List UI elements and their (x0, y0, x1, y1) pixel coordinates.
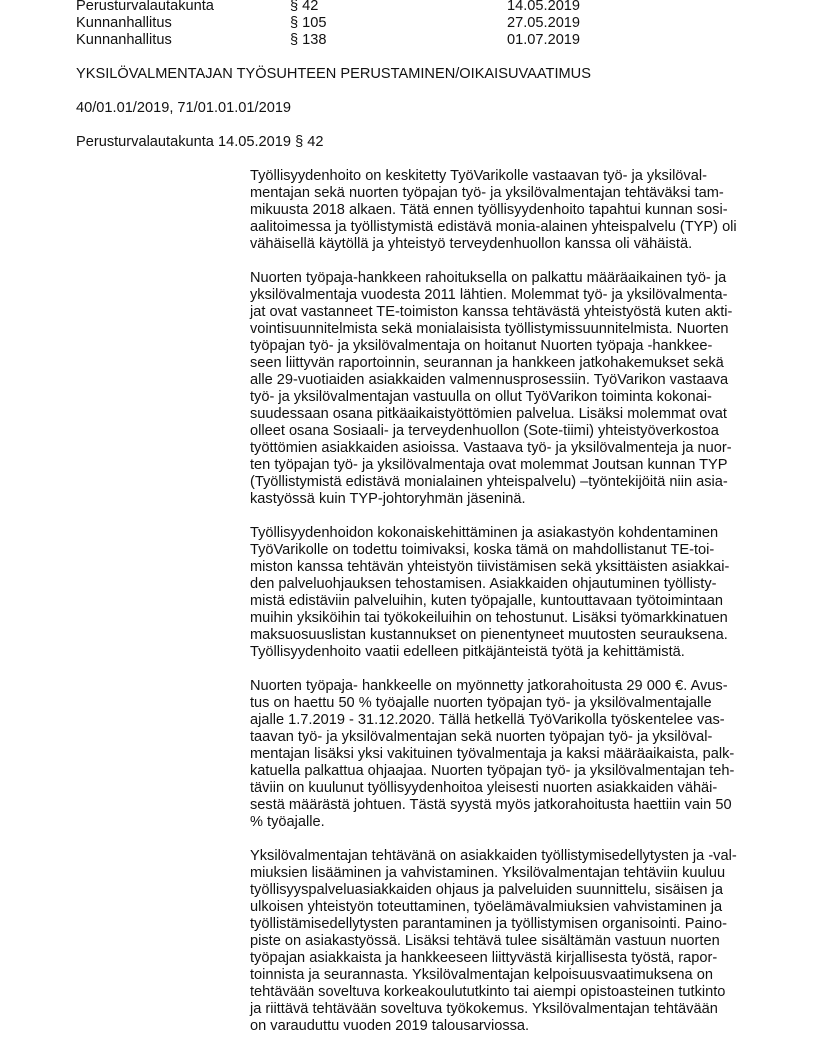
text-line: seen liittyvän raportoinnin, seurannan ja hankkeen jatkohakemukset sekä (250, 355, 724, 371)
text-line: taavan työ- ja yksilövalmentajan sekä nuorten työpajan työ- ja yksilöval- (250, 729, 713, 745)
text-line: aalitoimessa ja työllistymistä edistävä monia-alainen yhteispalvelu (TYP) oli (250, 219, 737, 235)
text-line: Työllisyydenhoito vaatii edelleen pitkäjänteistä työtä ja kehittämistä. (250, 644, 685, 660)
paragraph (250, 525, 790, 661)
text-line: ulkoisen yhteistyön toteuttaminen, työelämävalmiuksien vahvistaminen ja (250, 899, 723, 915)
text-line: yksilövalmentaja vuodesta 2011 lähtien. Molemmat työ- ja yksilövalmenta- (250, 287, 728, 303)
decision-body: Kunnanhallitus (76, 15, 172, 31)
text-line: olleet osana Sosiaali- ja terveydenhuollon (Sote-tiimi) yhteistyöverkostoa (250, 423, 719, 439)
text-line: muihin yksiköihin tai työkokeiluihin on tehostunut. Lisäksi työmarkkinatuen (250, 610, 728, 626)
decision-section: § 138 (290, 32, 327, 48)
text-line: jat ovat vastanneet TE-toimiston kanssa tehtävästä yhteistyöstä kuten akti- (250, 304, 733, 320)
text-line: ajalle 1.7.2019 - 31.12.2020. Tällä hetkellä TyöVarikolla työskentelee vas- (250, 712, 725, 728)
text-line: alle 29-vuotiaiden asiakkaiden valmennusprosessiin. TyöVarikon vastaava (250, 372, 729, 388)
text-line: suudessaan osana pitkäaikaistyöttömien palvelua. Lisäksi molemmat ovat (250, 406, 727, 422)
text-line: täviin on kuulunut työllisyydenhoitoa yleisesti nuorten asiakkaiden vähäi- (250, 780, 718, 796)
text-line: toinnista ja seurannasta. Yksilövalmentajan kelpoisuusvaatimuksena on (250, 967, 713, 983)
text-line: tus on haettu 50 % työajalle nuorten työpajan työ- ja yksilövalmentajalle (250, 695, 712, 711)
text-line: Yksilövalmentajan tehtävänä on asiakkaiden työllistymisedellytysten ja -val- (250, 848, 737, 864)
text-line: mentajan lisäksi yksi vakituinen työvalmentaja ja kaksi määräaikaista, palk- (250, 746, 735, 762)
text-line: Nuorten työpaja-hankkeen rahoituksella on palkattu määräaikainen työ- ja (250, 270, 727, 286)
decision-date: 01.07.2019 (507, 32, 581, 48)
text-line: on varauduttu vuoden 2019 talousarviossa. (250, 1018, 530, 1034)
decision-body: Perusturvalautakunta (76, 0, 214, 14)
reference-numbers: 40/01.01/2019, 71/01.01.01/2019 (76, 100, 292, 116)
paragraph (250, 270, 790, 508)
text-line: katuella palkattua ohjaajaa. Nuorten työpajan työ- ja yksilövalmentajan teh- (250, 763, 735, 779)
text-line: mikuusta 2018 alkaen. Tätä ennen työllisyydenhoito tapahtui kunnan sosi- (250, 202, 728, 218)
text-line: TyöVarikolle on todettu toimivaksi, koska tämä on mahdollistanut TE-toi- (250, 542, 715, 558)
text-line: tehtävään soveltuva korkeakoulututkinto tai aiempi opistoasteinen tutkinto (250, 984, 726, 1000)
paragraph (250, 848, 790, 1035)
text-line: ten työpajan työ- ja yksilövalmentaja ovat molemmat Joutsan kunnan TYP (250, 457, 728, 473)
decision-section: § 105 (290, 15, 327, 31)
paragraph (250, 168, 790, 253)
text-line: työpajan asiakkaista ja hankkeeseen liittyvästä kirjallisesta työstä, rapor- (250, 950, 718, 966)
text-line: työllisyyspalveluasiakkaiden ohjaus ja palveluiden suunnittelu, sisäisen ja (250, 882, 723, 898)
text-line: työ- ja yksilövalmentajan vastuulla on ollut TyöVarikon toiminta kokonai- (250, 389, 712, 405)
document-title: YKSILÖVALMENTAJAN TYÖSUHTEEN PERUSTAMINEN/OIKAISUVAATIMUS (76, 66, 591, 82)
decision-date: 14.05.2019 (507, 0, 581, 14)
text-line: kastyössä kuin TYP-johtoryhmän jäseninä. (250, 491, 526, 507)
text-line: työttömien asiakkaiden asioissa. Vastaava työ- ja yksilövalmenteja ja nuor- (250, 440, 732, 456)
text-line: vähäisellä käytöllä ja yhteistyö terveydenhuollon kanssa oli vähäistä. (250, 236, 693, 252)
text-line: työllistämisedellytysten parantaminen ja työllistymisen organisointi. Paino- (250, 916, 727, 932)
text-line: mentajan sekä nuorten työpajan työ- ja yksilövalmentajan tehtäväksi tam- (250, 185, 724, 201)
text-line: maksuosuuslistan kustannukset on pienentyneet muutosten seurauksena. (250, 627, 728, 643)
text-line: den palveluohjauksen tehostamisen. Asiakkaiden ohjautuminen työllisty- (250, 576, 717, 592)
text-line: vointisuunnitelmista sekä monialaisista työllistymissuunnitelmista. Nuorten (250, 321, 729, 337)
text-line: miston kanssa tehtävän yhteistyön tiivistämisen sekä yksittäisten asiakkai- (250, 559, 730, 575)
text-line: sestä määrästä johtuen. Tästä syystä myös jatkorahoitusta haettiin vain 50 (250, 797, 732, 813)
text-line: piste on asiakastyössä. Lisäksi tehtävä tulee sisältämän vastuun nuorten (250, 933, 720, 949)
paragraph (250, 678, 790, 831)
text-line: Nuorten työpaja- hankkeelle on myönnetty jatkorahoitusta 29 000 €. Avus- (250, 678, 728, 694)
decision-body: Kunnanhallitus (76, 32, 172, 48)
text-line: (Työllistymistä edistävä monialainen yhteispalvelu) –työntekijöitä niin asia- (250, 474, 728, 490)
text-line: ja riittävä tehtävään soveltuva työkokemus. Yksilövalmentajan tehtävään (250, 1001, 718, 1017)
decision-section: § 42 (290, 0, 319, 14)
text-line: mistä edistäviin palveluihin, kuten työpajalle, kuntouttavaan työtoimintaan (250, 593, 723, 609)
text-line: miuksien lisääminen ja vahvistaminen. Yksilövalmentajan tehtäviin kuuluu (250, 865, 726, 881)
text-line: Työllisyydenhoito on keskitetty TyöVarikolle vastaavan työ- ja yksilöval- (250, 168, 707, 184)
text-line: Työllisyydenhoidon kokonaiskehittäminen ja asiakastyön kohdentaminen (250, 525, 719, 541)
text-line: % työajalle. (250, 814, 325, 830)
decision-date: 27.05.2019 (507, 15, 581, 31)
text-line: työpajan työ- ja yksilövalmentaja on hoitanut Nuorten työpaja -hankkee- (250, 338, 713, 354)
document-body (250, 168, 790, 1052)
session-heading: Perusturvalautakunta 14.05.2019 § 42 (76, 134, 324, 150)
